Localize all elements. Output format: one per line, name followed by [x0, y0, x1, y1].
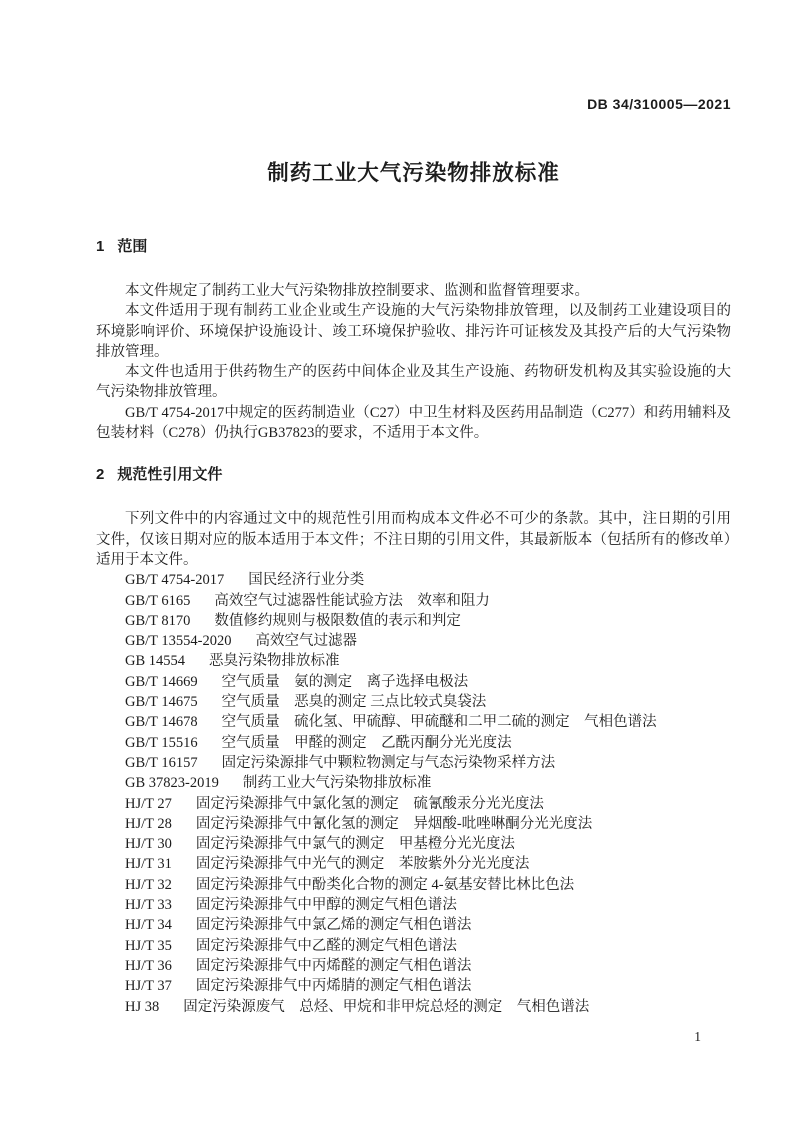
- reference-code: HJ/T 31: [125, 856, 172, 873]
- reference-code: GB/T 6165: [125, 592, 191, 609]
- reference-item: [96, 611, 731, 631]
- reference-item: [96, 976, 731, 996]
- document-header: [96, 0, 731, 111]
- reference-item: [96, 895, 731, 915]
- body-paragraph: 本文件适用于现有制药工业企业或生产设施的大气污染物排放管理，以及制药工业建设项目的环境影响评价、环境保护设施设计、竣工环境保护验收、排污许可证核发及其投产后的大气污染物排放管理。: [96, 303, 731, 360]
- reference-code: HJ/T 37: [125, 978, 172, 995]
- reference-title: 固定污染源废气 总烃、甲烷和非甲烷总烃的测定 气相色谱法: [183, 998, 590, 1015]
- section-references-paragraphs: [96, 509, 731, 570]
- reference-item: [96, 773, 731, 793]
- reference-code: HJ/T 33: [125, 897, 172, 914]
- reference-code: GB/T 15516: [125, 734, 198, 751]
- reference-title: 空气质量 恶臭的测定 三点比较式臭袋法: [221, 694, 487, 711]
- reference-title: 固定污染源排气中氯化氢的测定 硫氰酸汞分光光度法: [195, 795, 544, 812]
- reference-title: 制药工业大气污染物排放标准: [242, 775, 432, 792]
- reference-code: HJ/T 28: [125, 815, 172, 832]
- reference-code: GB 37823-2019: [125, 775, 219, 792]
- body-paragraph: GB/T 4754-2017中规定的医药制造业（C27）中卫生材料及医药用品制造（C277）和药用辅料及包装材料（C278）仍执行GB37823的要求，不适用于本文件。: [96, 404, 731, 442]
- reference-code: GB/T 14678: [125, 714, 198, 731]
- reference-title: 固定污染源排气中丙烯腈的测定气相色谱法: [195, 978, 472, 995]
- reference-item: [96, 591, 731, 611]
- reference-code: GB/T 16157: [125, 754, 198, 771]
- section-references-heading: [96, 466, 731, 483]
- reference-title: 数值修约规则与极限数值的表示和判定: [214, 612, 461, 629]
- section-title: 规范性引用文件: [117, 466, 223, 484]
- body-paragraph: 本文件规定了制药工业大气污染物排放控制要求、监测和监督管理要求。: [125, 283, 589, 299]
- reference-title: 固定污染源排气中氰化氢的测定 异烟酸-吡唑啉酮分光光度法: [195, 815, 593, 832]
- reference-title: 空气质量 甲醛的测定 乙酰丙酮分光光度法: [221, 734, 512, 751]
- section-number: 2: [96, 466, 105, 484]
- reference-item: [96, 692, 731, 712]
- section-normative-references: [96, 466, 731, 1016]
- reference-title: 国民经济行业分类: [248, 572, 365, 589]
- reference-title: 固定污染源排气中光气的测定 苯胺紫外分光光度法: [195, 856, 530, 873]
- reference-code: GB/T 8170: [125, 612, 191, 629]
- reference-item: [96, 834, 731, 854]
- reference-title: 高效空气过滤器: [255, 633, 357, 650]
- body-paragraph: 本文件也适用于供药物生产的医药中间体企业及其生产设施、药物研发机构及其实验设施的大气污染物排放管理。: [96, 364, 731, 401]
- section-scope-paragraphs: [96, 281, 731, 443]
- section-title: 范围: [117, 238, 148, 255]
- reference-code: GB/T 4754-2017: [125, 572, 225, 589]
- page-number: 1: [694, 1028, 701, 1044]
- reference-item: [96, 733, 731, 753]
- reference-title: 固定污染源排气中氯乙烯的测定气相色谱法: [195, 917, 472, 934]
- reference-code: GB/T 14675: [125, 694, 198, 711]
- reference-title: 固定污染源排气中氯气的测定 甲基橙分光光度法: [195, 836, 515, 853]
- reference-code: HJ/T 35: [125, 937, 172, 954]
- reference-code: HJ/T 36: [125, 957, 172, 974]
- reference-code: GB/T 14669: [125, 673, 198, 690]
- reference-title: 空气质量 氨的测定 离子选择电极法: [221, 673, 469, 690]
- reference-list: [96, 570, 731, 1017]
- standard-number: DB 34/310005—2021: [587, 96, 731, 112]
- reference-item: [96, 651, 731, 671]
- reference-item: [96, 936, 731, 956]
- page-content: [96, 0, 731, 1044]
- reference-code: HJ/T 32: [125, 876, 172, 893]
- reference-item: [96, 570, 731, 590]
- reference-title: 高效空气过滤器性能试验方法 效率和阻力: [214, 592, 490, 609]
- section-scope: [96, 238, 731, 443]
- reference-title: 固定污染源排气中乙醛的测定气相色谱法: [195, 937, 457, 954]
- reference-item: [96, 956, 731, 976]
- reference-item: [96, 997, 731, 1017]
- reference-title: 固定污染源排气中颗粒物测定与气态污染物采样方法: [221, 754, 556, 771]
- reference-title: 恶臭污染物排放标准: [209, 653, 340, 670]
- reference-code: GB 14554: [125, 653, 186, 670]
- section-scope-heading: [96, 238, 731, 255]
- document-title: 制药工业大气污染物排放标准: [267, 161, 560, 185]
- reference-item: [96, 631, 731, 651]
- reference-item: [96, 794, 731, 814]
- body-paragraph: 下列文件中的内容通过文中的规范性引用而构成本文件必不可少的条款。其中，注日期的引用文件，仅该日期对应的版本适用于本文件；不注日期的引用文件，其最新版本（包括所有的修改单）适用于本文件。: [96, 511, 731, 568]
- reference-item: [96, 753, 731, 773]
- reference-code: HJ/T 34: [125, 917, 172, 934]
- reference-code: HJ/T 27: [125, 795, 172, 812]
- reference-title: 空气质量 硫化氢、甲硫醇、甲硫醚和二甲二硫的测定 气相色谱法: [221, 714, 657, 731]
- reference-code: GB/T 13554-2020: [125, 633, 232, 650]
- reference-title: 固定污染源排气中丙烯醛的测定气相色谱法: [195, 957, 472, 974]
- reference-item: [96, 712, 731, 732]
- reference-item: [96, 875, 731, 895]
- section-number: 1: [96, 238, 105, 255]
- reference-item: [96, 672, 731, 692]
- reference-title: 固定污染源排气中甲醇的测定气相色谱法: [195, 897, 457, 914]
- reference-code: HJ/T 30: [125, 836, 172, 853]
- reference-item: [96, 814, 731, 834]
- reference-code: HJ 38: [125, 998, 160, 1015]
- reference-item: [96, 915, 731, 935]
- reference-title: 固定污染源排气中酚类化合物的测定 4-氨基安替比林比色法: [195, 876, 575, 893]
- reference-item: [96, 854, 731, 874]
